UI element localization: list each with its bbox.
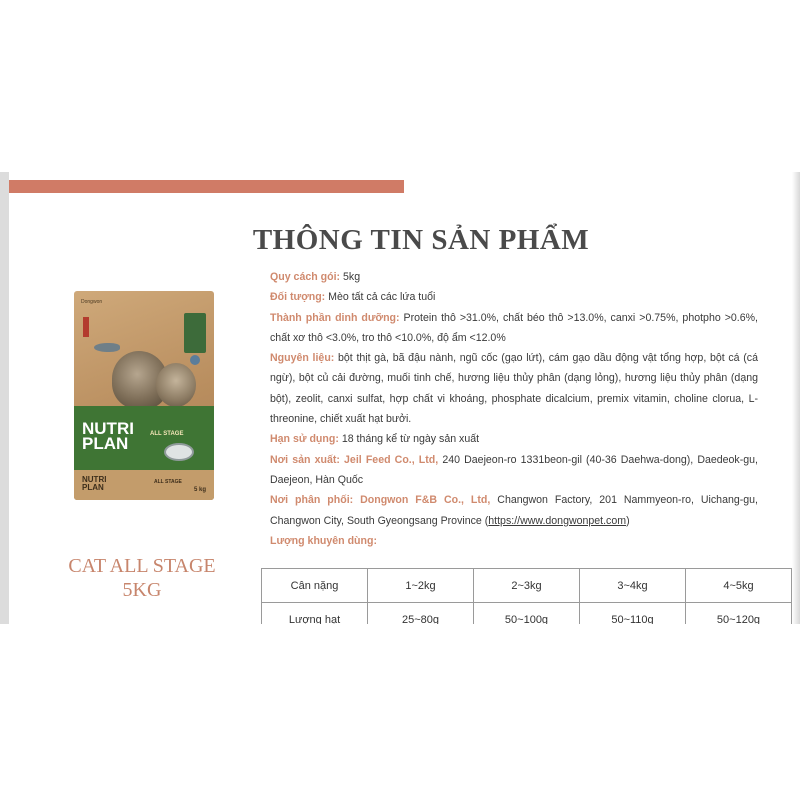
website-link[interactable]: https://www.dongwonpet.com xyxy=(488,514,627,527)
table-cell: 50~120g xyxy=(686,603,792,625)
info-label: Thành phần dinh dưỡng: xyxy=(270,311,400,324)
info-value: 5kg xyxy=(340,271,361,283)
table-cell: 4~5kg xyxy=(686,569,792,603)
bag-badge-icon xyxy=(190,355,200,365)
info-value: Changwon Factory, 201 Nammyeon-ro, Uichang-gu, Changwon City, South Gyeongsang Province ( xyxy=(270,494,758,527)
info-expiry xyxy=(270,429,758,449)
info-value: bột thịt gà, bã đậu nành, ngũ cốc (gạo lứt), cám gạo dầu động vật tổng hợp, bột cá (cá ngừ), bột củ cải đường, muối tinh chế, hương liệu thủy phân (dạng lỏng), hương liệu thủy phân (dạng bột), zeolit, canxi sulfat, hợp chất vi khoáng, phosphate dicalcium, premix vitamin, choline clorua, L-threonine, chiết xuất hạt bưởi. xyxy=(270,352,758,426)
table-cell: 1~2kg xyxy=(368,569,474,603)
product-image xyxy=(74,291,214,500)
product-caption-line2: 5KG xyxy=(122,579,162,601)
page-title: THÔNG TIN SẢN PHẨM xyxy=(252,224,590,256)
info-value: Protein thô >31.0%, chất béo thô >13.0%, canxi >0.75%, photpho >0.6%, chất xơ thô <3.0%, tro thô <10.0%, độ ẩm <12.0% xyxy=(270,311,758,344)
info-value: 240 Daejeon-ro 1331beon-gil (40-36 Daehwa-dong), Daedeok-gu, Daejeon, Hàn Quốc xyxy=(270,453,758,486)
bag-bottom-stage: ALL STAGE xyxy=(154,479,182,485)
bag-stage-label: ALL STAGE xyxy=(150,431,184,437)
product-caption-line1: CAT ALL STAGE xyxy=(68,555,216,577)
slide-right-edge xyxy=(792,172,800,624)
dosage-table xyxy=(261,568,792,624)
info-target xyxy=(270,287,758,307)
food-bowl-icon xyxy=(164,443,194,461)
product-slide xyxy=(0,172,800,624)
bag-brand: Dongwon xyxy=(81,299,103,305)
bag-logo-line2: PLAN xyxy=(82,434,129,453)
bag-bottom-logo-line2: PLAN xyxy=(82,483,104,492)
info-label: Nguyên liệu: xyxy=(270,352,335,365)
fish-icon xyxy=(94,343,120,352)
table-cell: 3~4kg xyxy=(580,569,686,603)
product-caption xyxy=(50,554,234,602)
table-cell: Cân nặng xyxy=(262,569,368,603)
info-ingredients xyxy=(270,348,758,429)
bag-red-tag xyxy=(83,317,89,337)
info-packaging xyxy=(270,267,758,287)
kitten-illustration xyxy=(156,363,196,407)
info-label: Nơi phân phối: Dongwon F&B Co., Ltd, xyxy=(270,494,491,507)
bag-bottom-logo xyxy=(82,476,106,492)
info-value: 18 tháng kể từ ngày sản xuất xyxy=(338,433,480,446)
table-cell: 25~80g xyxy=(368,603,474,625)
table-cell: 50~110g xyxy=(580,603,686,625)
info-value: Mèo tất cả các lứa tuổi xyxy=(325,291,436,304)
bag-weight: 5 kg xyxy=(193,487,206,493)
info-value-tail: ) xyxy=(626,514,630,527)
table-cell: 50~100g xyxy=(474,603,580,625)
info-label: Quy cách gói: xyxy=(270,271,341,283)
table-cell: 2~3kg xyxy=(474,569,580,603)
bag-logo xyxy=(82,421,134,451)
bag-logo-line1: NUTRI xyxy=(82,419,134,438)
accent-bar xyxy=(9,180,404,193)
table-cell: Lượng hạt xyxy=(262,603,368,625)
table-header-row xyxy=(262,569,792,603)
product-info xyxy=(270,267,758,551)
info-distributor xyxy=(270,490,758,531)
info-label: Hạn sử dụng: xyxy=(270,433,339,446)
slide-left-edge xyxy=(0,172,9,624)
bag-green-label xyxy=(184,313,206,353)
info-label: Đối tượng: xyxy=(270,291,326,304)
bag-bottom-logo-line1: NUTRI xyxy=(82,475,107,484)
info-manufacturer xyxy=(270,450,758,491)
info-nutrition xyxy=(270,308,758,349)
info-label: Nơi sản xuất: Jeil Feed Co., Ltd, xyxy=(270,453,439,466)
info-dosage xyxy=(270,531,758,551)
table-row xyxy=(262,603,792,625)
info-label: Lượng khuyên dùng: xyxy=(270,534,378,547)
